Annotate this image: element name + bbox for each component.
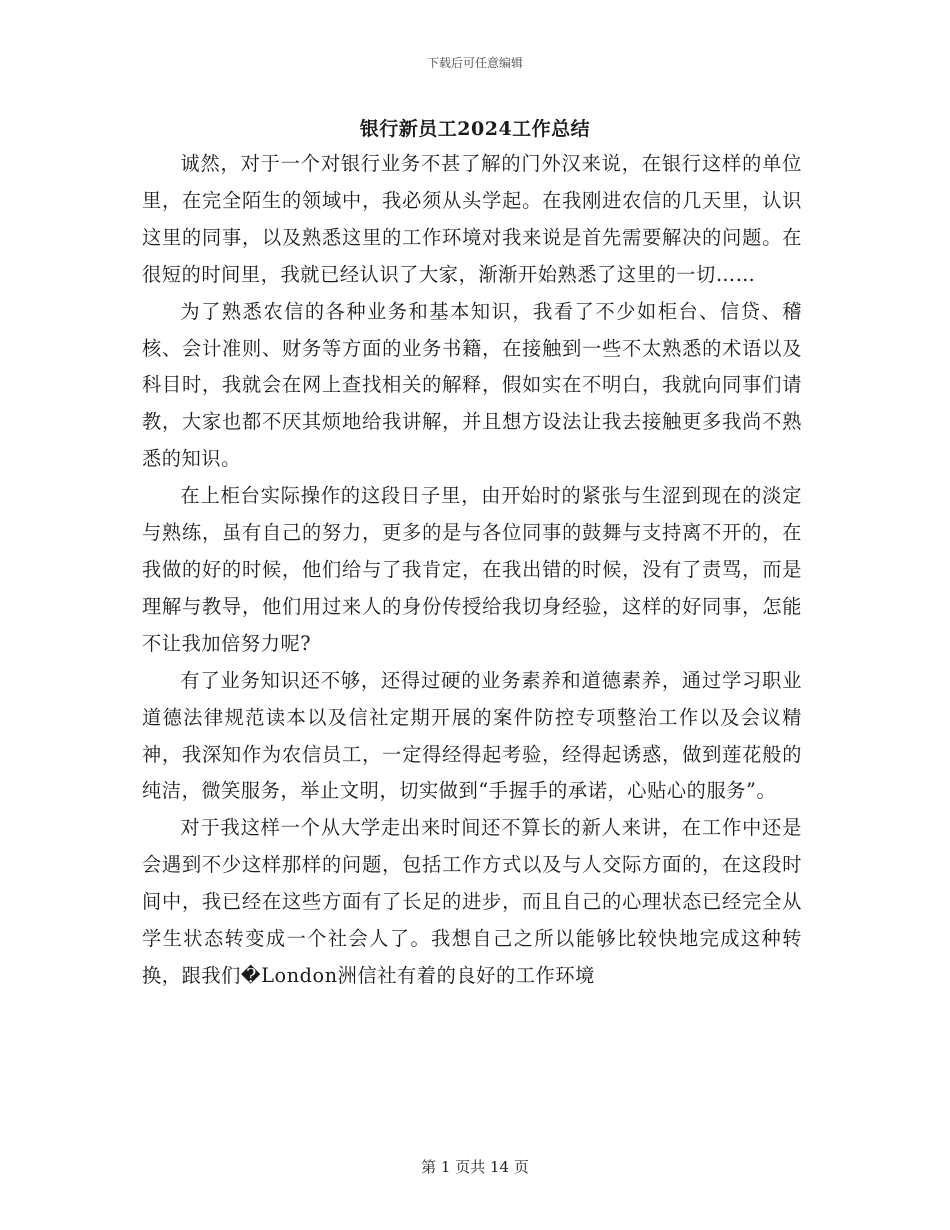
document-title: 银行新员工2024工作总结 (359, 118, 591, 140)
header-note: 下载后可任意编辑 (426, 56, 523, 70)
page-number: 第 1 页共 14 页 (421, 1158, 529, 1176)
paragraph-3: 在上柜台实际操作的这段日子里，由开始时的紧张与生涩到现在的淡定与熟练，虽有自己的努力，更多的是与各位同事的鼓舞与支持离不开的，在我做的好的时候，他们给与了我肯定，在我出错的时候，没有了责骂，而是理解与教导，他们用过来人的身份传授给我切身经验，这样的好同事，怎能不让我加倍努力呢? (142, 484, 802, 655)
paragraph-2: 为了熟悉农信的各种业务和基本知识，我看了不少如柜台、信贷、稽核、会计准则、财务等方面的业务书籍，在接触到一些不太熟悉的术语以及科目时，我就会在网上查找相关的解释，假如实在不明白，我就向同事们请教，大家也都不厌其烦地给我讲解，并且想方设法让我去接触更多我尚不熟悉的知识。 (142, 299, 802, 471)
document-body (142, 146, 802, 995)
paragraph-4: 有了业务知识还不够，还得过硬的业务素养和道德素养，通过学习职业道德法律规范读本以及信社定期开展的案件防控专项整治工作以及会议精神，我深知作为农信员工，一定得经得起考验，经得起诱惑，做到莲花般的纯洁，微笑服务，举止文明，切实做到“手握手的承诺，心贴心的服务”。 (142, 668, 802, 803)
paragraph-1: 诚然，对于一个对银行业务不甚了解的门外汉来说，在银行这样的单位里，在完全陌生的领域中，我必须从头学起。在我刚进农信的几天里，认识这里的同事，以及熟悉这里的工作环境对我来说是首先需要解决的问题。在很短的时间里，我就已经认识了大家，渐渐开始熟悉了这里的一切…… (142, 152, 802, 286)
paragraph-5: 对于我这样一个从大学走出来时间还不算长的新人来讲，在工作中还是会遇到不少这样那样的问题，包括工作方式以及与人交际方面的，在这段时间中，我已经在这些方面有了长足的进步，而且自己的心理状态已经完全从学生状态转变成一个社会人了。我想自己之所以能够比较快地完成这种转换，跟我们�London洲信社有着的良好的工作环境 (142, 816, 802, 987)
